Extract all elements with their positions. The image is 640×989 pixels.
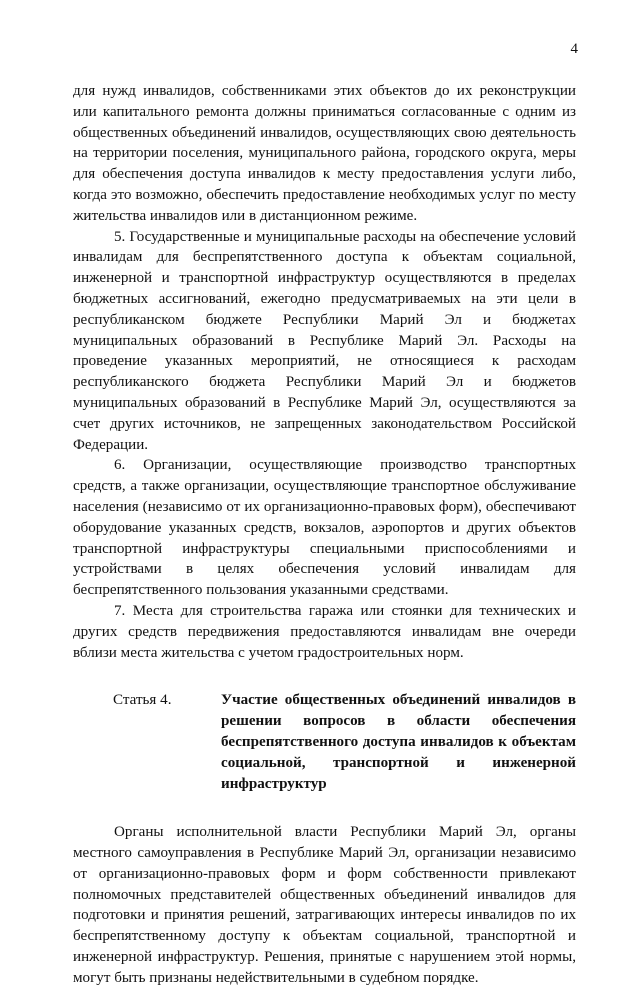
article-label: Статья 4.	[113, 692, 172, 709]
paragraph-article-4: Органы исполнительной власти Республики Марий Эл, органы местного самоуправления в Республике Марий Эл, организации независимо от организационно-правовых форм и форм собственности привлекают полномочных представителей общественных объединений инвалидов для подготовки и принятия решений, затрагивающих интересы инвалидов по их беспрепятственному доступу к объектам социальной, транспортной и инженерной инфраструктур. Решения, принятые с нарушением этой нормы, могут быть признаны недействительными в судебном порядке.	[73, 824, 576, 986]
article-heading	[73, 690, 576, 794]
article-title: Участие общественных объединений инвалидов в решении вопросов в области обеспечения беспрепятственного доступа инвалидов к объектам социальной, транспортной и инженерной инфраструктур	[221, 692, 576, 792]
paragraph-item-7: 7. Места для строительства гаража или стоянки для технических и других средств передвижения предоставляются инвалидам вне очереди вблизи места жительства с учетом градостроительных норм.	[73, 602, 576, 661]
paragraph-item-5: 5. Государственные и муниципальные расходы на обеспечение условий инвалидам для беспрепятственного доступа к объектам социальной, инженерной и транспортной инфраструктур осуществляются в пределах бюджетных ассигнований, ежегодно предусматриваемых на эти цели в республиканском бюджете Республики Марий Эл и бюджетах муниципальных образований в Республике Марий Эл. Расходы на проведение указанных мероприятий, не относящиеся к расходам республиканского бюджета Республики Марий Эл и бюджетов муниципальных образований в Республике Марий Эл, осуществляются за счет других источников, не запрещенных законодательством Российской Федерации.	[73, 228, 576, 453]
page-number: 4	[570, 41, 578, 57]
document-body	[73, 81, 576, 989]
paragraph-continuation: для нужд инвалидов, собственниками этих объектов до их реконструкции или капитального ремонта должны приниматься согласованные с одним из общественных объединений инвалидов, осуществляющих свою деятельность на территории поселения, муниципального района, городского округа, меры для обеспечения доступа инвалидов к месту предоставления услуги либо, когда это возможно, обеспечить предоставление необходимых услуг по месту жительства инвалидов или в дистанционном режиме.	[73, 83, 576, 224]
paragraph-item-6: 6. Организации, осуществляющие производство транспортных средств, а также организации, осуществляющие транспортное обслуживание населения (независимо от их организационно-правовых форм), обеспечивают оборудование указанных средств, вокзалов, аэропортов и других объектов транспортной инфраструктуры специальными приспособлениями и устройствами в целях обеспечения условий инвалидам для беспрепятственного пользования указанными средствами.	[73, 457, 576, 599]
